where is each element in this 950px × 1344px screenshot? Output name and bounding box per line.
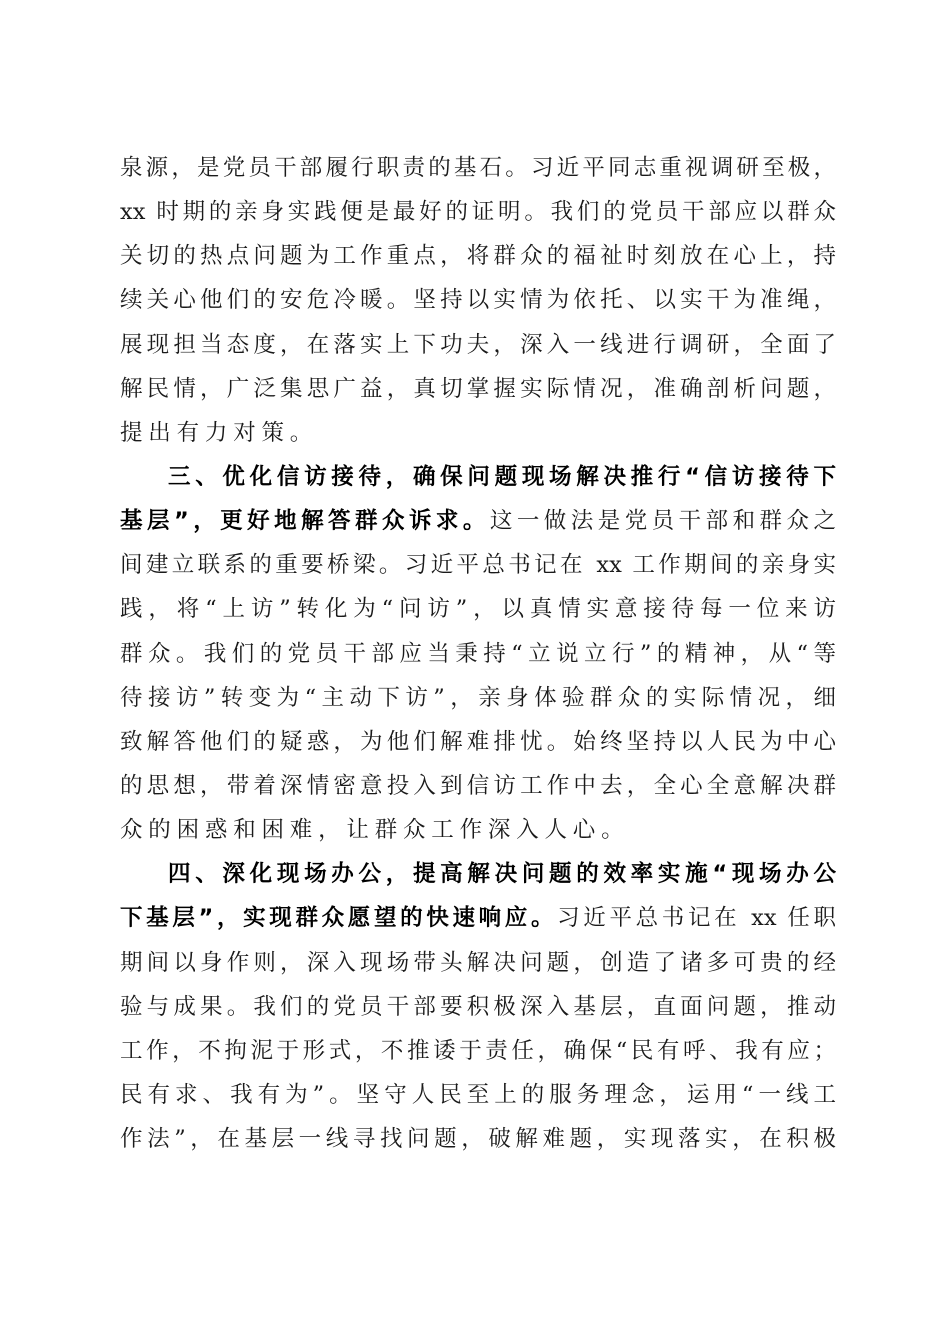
text-line: 提出有力对策。 [120, 419, 319, 446]
text-line: 泉源，是党员干部履行职责的基石。习近平同志重视调研至极， [120, 155, 836, 181]
section-heading-3-cont: 基层”，更好地解答群众诉求。 [120, 508, 490, 535]
text-line: 解民情，广泛集思广益，真切掌握实际情况，准确剖析问题， [120, 375, 836, 402]
text-line: 期间以身作则，深入现场带头解决问题，创造了诸多可贵的经 [120, 949, 836, 976]
text-line: 民有求、我有为”。坚守人民至上的服务理念，运用“一线工 [120, 1081, 836, 1108]
text-line: 展现担当态度，在落实上下功夫，深入一线进行调研，全面了 [120, 331, 836, 358]
text-line: xx 时期的亲身实践便是最好的证明。我们的党员干部应以群众 [120, 199, 836, 226]
text-line: 的思想，带着深情密意投入到信访工作中去，全心全意解决群 [120, 772, 836, 799]
text-line: 续关心他们的安危冷暖。坚持以实情为依托、以实干为准绳， [120, 287, 836, 314]
text-line: 群众。我们的党员干部应当秉持“立说立行”的精神，从“等 [120, 640, 836, 667]
text-line: 验与成果。我们的党员干部要积极深入基层，直面问题，推动 [120, 993, 836, 1020]
section-heading-4-cont: 下基层”，实现群众愿望的快速响应。 [120, 905, 558, 932]
text-line [120, 896, 836, 940]
text-line: 践，将“上访”转化为“问访”，以真情实意接待每一位来访 [120, 596, 836, 623]
text-span: 这一做法是党员干部和群众之 [489, 508, 836, 535]
text-line [120, 499, 836, 543]
text-span: 习近平总书记在 xx 任职 [557, 905, 836, 932]
document-body [120, 146, 836, 1161]
text-line: 间建立联系的重要桥梁。习近平总书记在 xx 工作期间的亲身实 [120, 552, 836, 579]
text-line: 作法”，在基层一线寻找问题，破解难题，实现落实，在积极 [120, 1126, 836, 1153]
text-line: 众的困惑和困难，让群众工作深入人心。 [120, 817, 630, 844]
section-heading-3: 三、优化信访接待，确保问题现场解决推行“信访接待下 [168, 463, 836, 490]
text-line: 待接访”转变为“主动下访”，亲身体验群众的实际情况，细 [120, 684, 836, 711]
text-line: 工作，不拘泥于形式，不推诿于责任，确保“民有呼、我有应； [120, 1037, 836, 1064]
text-line: 关切的热点问题为工作重点，将群众的福祉时刻放在心上，持 [120, 243, 836, 270]
section-heading-4: 四、深化现场办公，提高解决问题的效率实施“现场办公 [168, 861, 836, 888]
text-line: 致解答他们的疑惑，为他们解难排忧。始终坚持以人民为中心 [120, 728, 836, 755]
